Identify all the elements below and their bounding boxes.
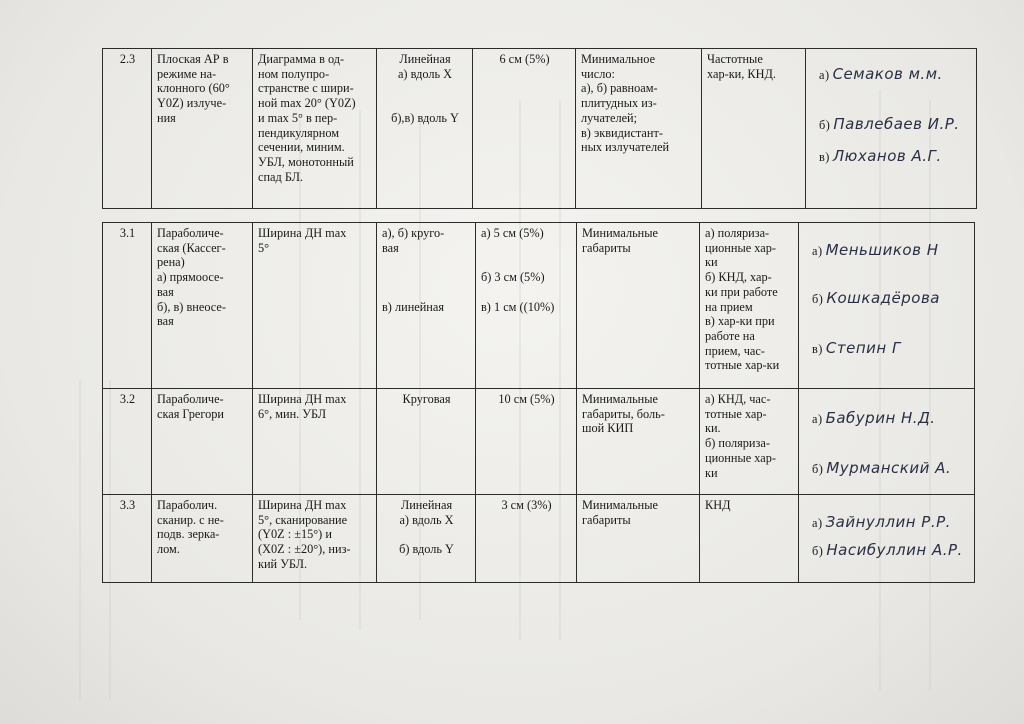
- wavelength-cell: а) 5 см (5%) б) 3 см (5%) в) 1 см ((10%): [476, 223, 577, 389]
- characteristics-cell: а) КНД, час- тотные хар- ки. б) поляриза- ционные хар- ки: [700, 389, 799, 495]
- wavelength-cell: 3 см (3%): [476, 495, 577, 583]
- student-signature: в) Степин Г: [812, 338, 901, 357]
- pattern-cell: Ширина ДН max 6°, мин. УБЛ: [253, 389, 377, 495]
- row-number: 2.3: [103, 49, 152, 209]
- antenna-type-cell: Параболич. сканир. с не- подв. зерка- лом.: [152, 495, 253, 583]
- student-signature: а) Семаков м.м.: [819, 64, 943, 83]
- student-signature: а) Меньшиков Н: [812, 240, 939, 259]
- polarization-cell: Круговая: [377, 389, 476, 495]
- table-rows-3: [102, 222, 975, 583]
- requirement-cell: Минимальные габариты, боль- шой КИП: [577, 389, 700, 495]
- wavelength-cell: 6 см (5%): [473, 49, 576, 209]
- row-number: 3.2: [103, 389, 152, 495]
- student-signature: а) Зайнуллин Р.Р.: [812, 512, 951, 531]
- row-number: 3.3: [103, 495, 152, 583]
- antenna-type-cell: Параболиче- ская (Кассег- рена) а) прямоосе- вая б), в) внеосе- вая: [152, 223, 253, 389]
- students-cell: [799, 389, 975, 495]
- requirement-cell: Минимальные габариты: [577, 495, 700, 583]
- students-cell: [799, 223, 975, 389]
- table-row: [103, 495, 975, 583]
- table-row-2-3: [102, 48, 977, 209]
- polarization-cell: Линейная а) вдоль X б),в) вдоль Y: [377, 49, 473, 209]
- student-signature: а) Бабурин Н.Д.: [812, 408, 936, 427]
- table-row: [103, 49, 977, 209]
- polarization-cell: Линейная а) вдоль X б) вдоль Y: [377, 495, 476, 583]
- pattern-cell: Диаграмма в од- ном полупро- странстве с шири- ной max 20° (Y0Z) и max 5° в пер- пендикулярном сечении, миним. УБЛ, монотонный спад БЛ.: [253, 49, 377, 209]
- characteristics-cell: а) поляриза- ционные хар- ки б) КНД, хар- ки при работе на прием в) хар-ки при работе на прием, час- тотные хар-ки: [700, 223, 799, 389]
- student-signature: б) Насибуллин А.Р.: [812, 540, 963, 559]
- student-signature: в) Люханов А.Г.: [819, 146, 942, 165]
- student-signature: б) Кошкадёрова: [812, 288, 940, 307]
- students-cell: [799, 495, 975, 583]
- antenna-type-cell: Плоская АР в режиме на- клонного (60° Y0Z) излуче- ния: [152, 49, 253, 209]
- student-signature: б) Павлебаев И.Р.: [819, 114, 960, 133]
- wavelength-cell: 10 см (5%): [476, 389, 577, 495]
- students-cell: [806, 49, 977, 209]
- antenna-type-cell: Параболиче- ская Грегори: [152, 389, 253, 495]
- requirement-cell: Минимальные габариты: [577, 223, 700, 389]
- pattern-cell: Ширина ДН max 5°: [253, 223, 377, 389]
- pattern-cell: Ширина ДН max 5°, сканирование (Y0Z : ±15°) и (X0Z : ±20°), низ- кий УБЛ.: [253, 495, 377, 583]
- table-row: [103, 223, 975, 389]
- polarization-cell: а), б) круго- вая в) линейная: [377, 223, 476, 389]
- characteristics-cell: КНД: [700, 495, 799, 583]
- row-number: 3.1: [103, 223, 152, 389]
- characteristics-cell: Частотные хар-ки, КНД.: [702, 49, 806, 209]
- student-signature: б) Мурманский А.: [812, 458, 952, 477]
- table-row: [103, 389, 975, 495]
- requirement-cell: Минимальное число: а), б) равноам- плитудных из- лучателей; в) эквидистант- ных излучателей: [576, 49, 702, 209]
